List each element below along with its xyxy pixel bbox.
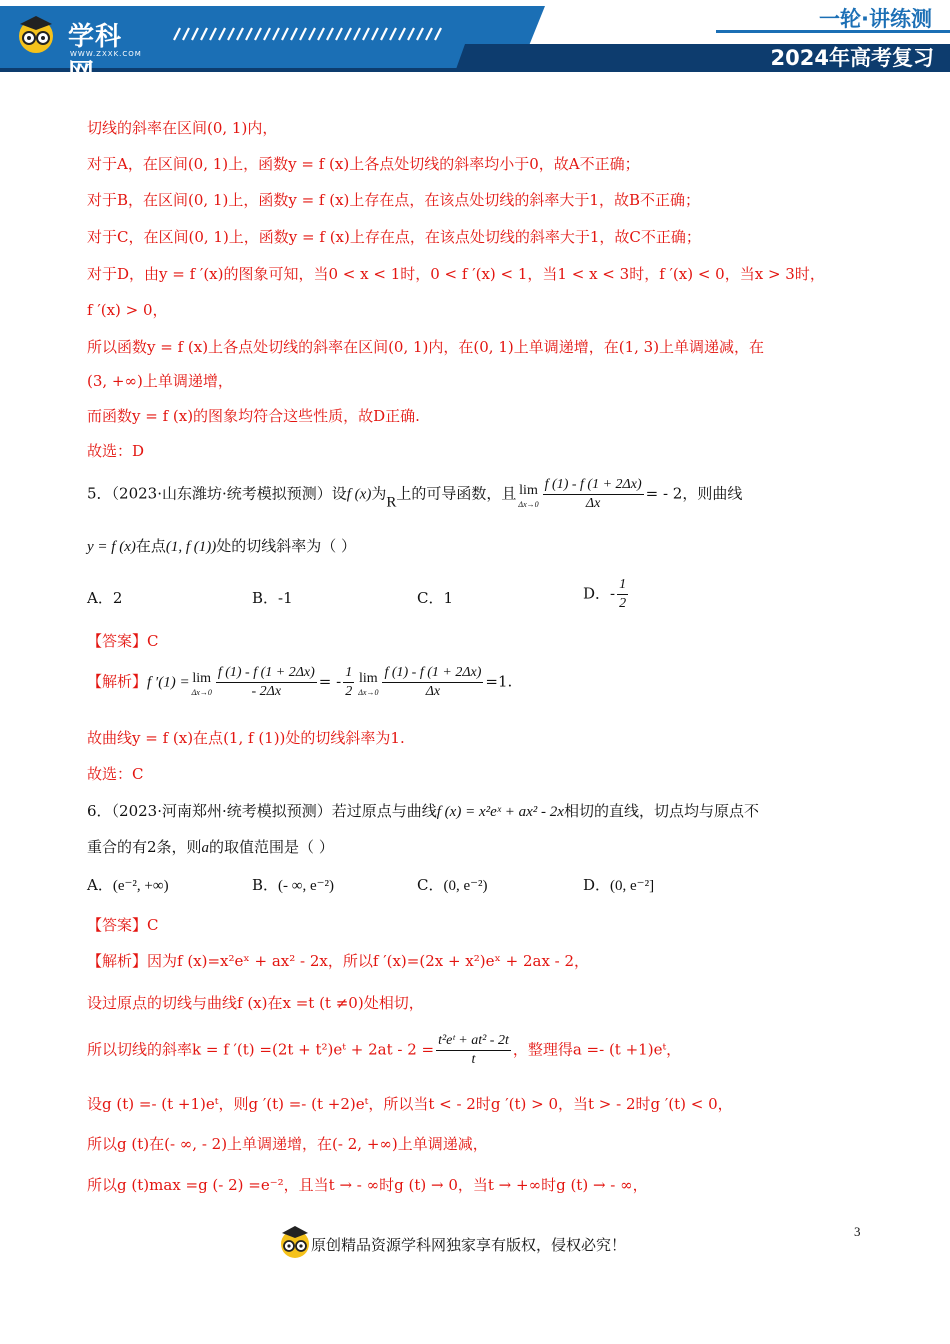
q6-stem	[87, 801, 759, 822]
q6-option-b-label: B．	[252, 876, 279, 894]
q6-option-d-label: D．	[583, 876, 611, 894]
q5-analysis-lim1	[192, 669, 212, 697]
copyright-notice: 原创精品资源学科网独家享有版权，侵权必究！	[311, 1236, 627, 1254]
q6-stem-c: 重合的有2条，则	[87, 838, 202, 856]
q5-real-set: R	[386, 494, 397, 511]
q5-analysis-mid: = -	[318, 672, 342, 691]
q6-answer: 【答案】C	[87, 916, 159, 934]
q5-analysis-num1: f (1) - f (1 + 2Δx)	[216, 664, 317, 683]
q6-slope-num: t²eᵗ + at² - 2t	[436, 1032, 511, 1051]
analysis-line-5: 对于D，由y = f ′(x)的图象可知，当0 < x < 1时，0 < f ′(x) < 1，当1 < x < 3时，f ′(x) < 0，当x > 3时，	[87, 265, 825, 283]
brand-url: WWW.ZXXK.COM	[70, 50, 142, 58]
q5-analysis-lim2-sub: Δx→0	[358, 687, 379, 697]
q5-analysis-den1: - 2Δx	[251, 684, 282, 699]
q6-analysis-4: 设g (t) =- (t +1)eᵗ，则g ′(t) =- (t +2)eᵗ，所以当t < - 2时g ′(t) > 0，当t > - 2时g ′(t) < 0，	[87, 1095, 733, 1113]
q6-analysis-3-post: ，整理得a =- (t +1)eᵗ，	[512, 1040, 682, 1059]
q5-choice: 故选：C	[87, 765, 144, 783]
q6-stem-d: 的取值范围是（ ）	[209, 838, 334, 856]
q5-fraction	[543, 476, 644, 513]
q5-analysis-lhs: f ′(1) =	[147, 674, 190, 691]
q6-analysis-5: 所以g (t)在(- ∞, - 2)上单调递增，在(- 2, +∞)上单调递减，	[87, 1135, 488, 1153]
q5-conclusion: 故曲线y = f (x)在点(1, f (1))处的切线斜率为1.	[87, 729, 405, 747]
q5-answer: 【答案】C	[87, 632, 159, 650]
q5-option-a: A．2	[87, 589, 123, 607]
q6-analysis-3-pre: 所以切线的斜率k = f ′(t) =(2t + t²)eᵗ + 2at - 2 =	[87, 1040, 435, 1059]
q5-analysis-frac2	[382, 664, 483, 701]
q5-option-d-sign: -	[610, 584, 616, 603]
analysis-line-3: 对于B，在区间(0, 1)上，函数y = f (x)上存在点，在该点处切线的斜率大于1，故B不正确；	[87, 191, 700, 209]
q5-point: (1, f (1))	[165, 539, 217, 555]
q6-slope-den: t	[471, 1052, 476, 1067]
q5-option-d-den: 2	[619, 596, 627, 611]
q5-frac-num: f (1) - f (1 + 2Δx)	[543, 476, 644, 495]
q5-option-d	[583, 576, 630, 613]
q6-analysis-3	[87, 1032, 681, 1069]
page-number: 3	[854, 1224, 861, 1239]
q5-eq: = - 2，则曲线	[645, 484, 743, 503]
q5-wei: 为	[371, 484, 387, 503]
q6-analysis-6: 所以g (t)max =g (- 2) =e⁻²，且当t → - ∞时g (t) → 0，当t → +∞时g (t) → - ∞，	[87, 1176, 648, 1194]
q5-option-d-frac	[617, 576, 628, 613]
q6-slope-frac	[436, 1032, 511, 1069]
q6-func: f (x) = x²eˣ + ax² - 2x	[436, 804, 564, 820]
q5-option-c: C．1	[417, 589, 454, 607]
q6-option-c-label: C．	[417, 876, 444, 894]
q5-lim-sub: Δx→0	[518, 499, 539, 509]
q5-option-b: B．-1	[252, 589, 293, 607]
q5-analysis-end: =1.	[485, 672, 513, 691]
page-header	[0, 0, 950, 89]
q6-param: a	[201, 840, 210, 856]
q6-stem-text: 相切的直线，切点均与原点不	[563, 802, 759, 820]
q5-option-d-label: D．	[583, 584, 611, 603]
q6-stem-line2	[87, 837, 334, 858]
brand-name: 学科网	[68, 22, 123, 89]
owl-logo-icon	[14, 12, 58, 56]
q6-option-b	[252, 875, 334, 896]
q6-option-b-value: (- ∞, e⁻²)	[278, 878, 335, 894]
q5-analysis	[87, 664, 512, 701]
analysis-line-2: 对于A，在区间(0, 1)上，函数y = f (x)上各点处切线的斜率均小于0，故A不正确；	[87, 155, 640, 173]
q6-option-d	[583, 875, 654, 896]
q6-option-a-value: (e⁻², +∞)	[112, 878, 169, 894]
q5-analysis-num2: f (1) - f (1 + 2Δx)	[382, 664, 483, 683]
q6-stem-source: 6．（2023·河南郑州·统考模拟预测）若过原点与曲线	[87, 802, 437, 820]
q5-option-d-num: 1	[617, 576, 628, 595]
q5-stem-source: 5．（2023·山东潍坊·统考模拟预测）设	[87, 484, 347, 503]
q5-stem-line2	[87, 536, 356, 557]
q5-analysis-frac1	[216, 664, 317, 701]
q5-half-num: 1	[343, 664, 354, 683]
q6-option-c	[417, 875, 488, 896]
q5-curve: y = f (x)	[87, 539, 136, 555]
brand-logo	[14, 8, 144, 89]
analysis-line-6: f ′(x) > 0，	[87, 301, 168, 319]
analysis-line-4: 对于C，在区间(0, 1)上，函数y = f (x)上存在点，在该点处切线的斜率大于1，故C不正确；	[87, 228, 701, 246]
q6-option-c-value: (0, e⁻²)	[443, 878, 488, 894]
q6-option-a-label: A．	[87, 876, 113, 894]
page-footer	[278, 1222, 678, 1262]
q6-analysis-1: 【解析】因为f (x)=x²eˣ + ax² - 2x，所以f ′(x)=(2x + x²)eˣ + 2ax - 2，	[87, 952, 590, 970]
analysis-line-1: 切线的斜率在区间(0, 1)内，	[87, 119, 278, 137]
q5-analysis-lim1-text: lim	[192, 670, 212, 686]
q6-option-d-value: (0, e⁻²]	[610, 878, 655, 894]
q5-stem	[87, 476, 742, 513]
q5-analysis-lim2	[358, 669, 378, 697]
owl-footer-icon	[278, 1224, 312, 1260]
q5-lim-text: lim	[519, 482, 538, 498]
q6-option-a	[87, 875, 169, 896]
series-title: 一轮·讲练测	[819, 7, 932, 31]
q5-analysis-lim2-text: lim	[358, 670, 378, 686]
q5-analysis-lim1-sub: Δx→0	[191, 687, 212, 697]
analysis-line-9: 而函数y = f (x)的图象均符合这些性质，故D正确.	[87, 407, 420, 425]
q5-analysis-tag: 【解析】	[87, 672, 148, 691]
q6-analysis-2: 设过原点的切线与曲线f (x)在x =t (t ≠0)处相切，	[87, 994, 424, 1012]
q5-stem-text: 上的可导函数，且	[396, 484, 517, 503]
q5-limit	[518, 481, 538, 509]
analysis-line-8: (3, +∞)上单调递增，	[87, 372, 233, 390]
q5-half-den: 2	[345, 684, 353, 699]
answer-choice-prev: 故选：D	[87, 442, 145, 460]
q5-at-point: 在点	[135, 537, 166, 555]
analysis-line-7: 所以函数y = f (x)上各点处切线的斜率在区间(0, 1)内，在(0, 1)上单调递增，在(1, 3)上单调递减，在	[87, 338, 765, 356]
q5-func: f (x)	[346, 486, 372, 503]
q5-analysis-half	[343, 664, 354, 701]
q5-frac-den: Δx	[585, 496, 601, 511]
q5-analysis-den2: Δx	[425, 684, 441, 699]
q5-ask: 处的切线斜率为（ ）	[216, 537, 357, 555]
series-subtitle: 2024年高考复习	[770, 46, 934, 70]
